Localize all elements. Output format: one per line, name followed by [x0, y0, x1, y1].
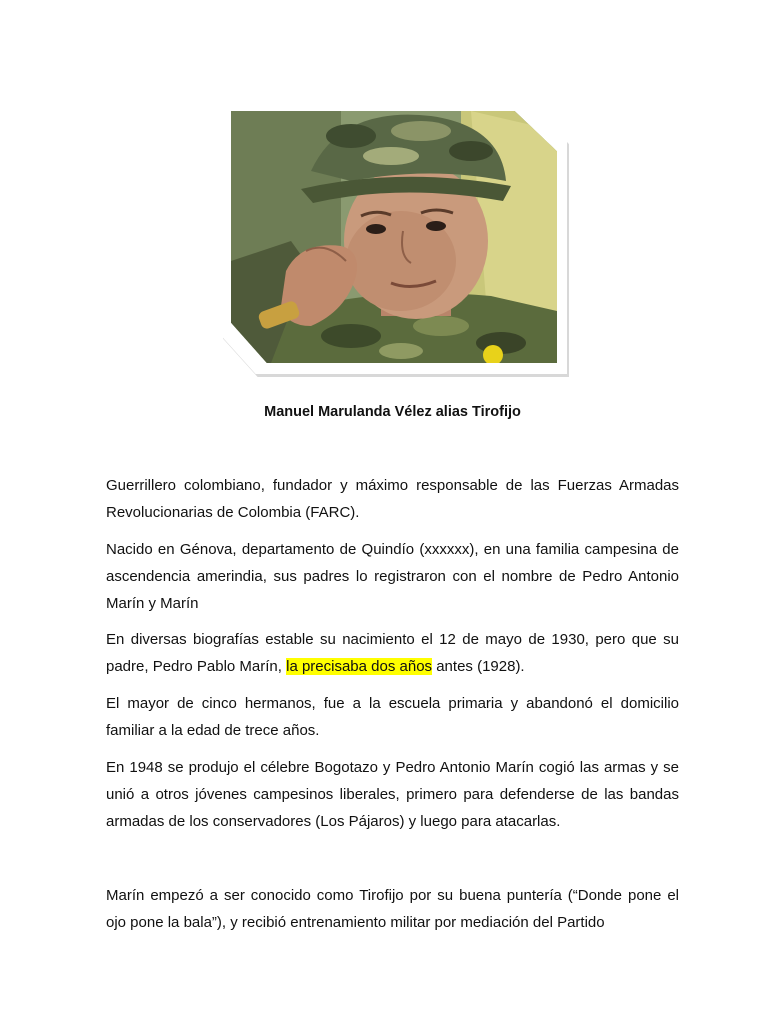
- paragraph-birthdate-start: En diversas biografías estable su nacimiento el 12 de mayo de 1930, pero que su padre, Pedro Pablo Marín,: [106, 631, 679, 675]
- paragraph-tirofijo: Marín empezó a ser conocido como Tirofijo por su buena puntería (“Donde pone el ojo pone la bala”), y recibió entrenamiento militar por mediación del Partido: [106, 887, 679, 931]
- portrait-photo: [231, 111, 557, 363]
- paragraph-intro: Guerrillero colombiano, fundador y máximo responsable de las Fuerzas Armadas Revolucionarias de Colombia (FARC).: [106, 477, 679, 521]
- highlighted-text: la precisaba dos años: [286, 658, 433, 675]
- paragraph-birthdate: [106, 626, 679, 680]
- photo-caption: Manuel Marulanda Vélez alias Tirofijo: [264, 404, 521, 420]
- paragraph-birth: Nacido en Génova, departamento de Quindío (xxxxxx), en una familia campesina de ascendencia amerindia, sus padres lo registraron con el nombre de Pedro Antonio Marín y Marín: [106, 541, 679, 612]
- paragraph-birthdate-end: antes (1928).: [432, 658, 525, 675]
- paragraph-childhood: El mayor de cinco hermanos, fue a la escuela primaria y abandonó el domicilio familiar a la edad de trece años.: [106, 695, 679, 739]
- paragraph-bogotazo: En 1948 se produjo el célebre Bogotazo y Pedro Antonio Marín cogió las armas y se unió a otros jóvenes campesinos liberales, primero para defenderse de las bandas armadas de los conservadores (Los Pájaros) y luego para atacarlas.: [106, 759, 679, 830]
